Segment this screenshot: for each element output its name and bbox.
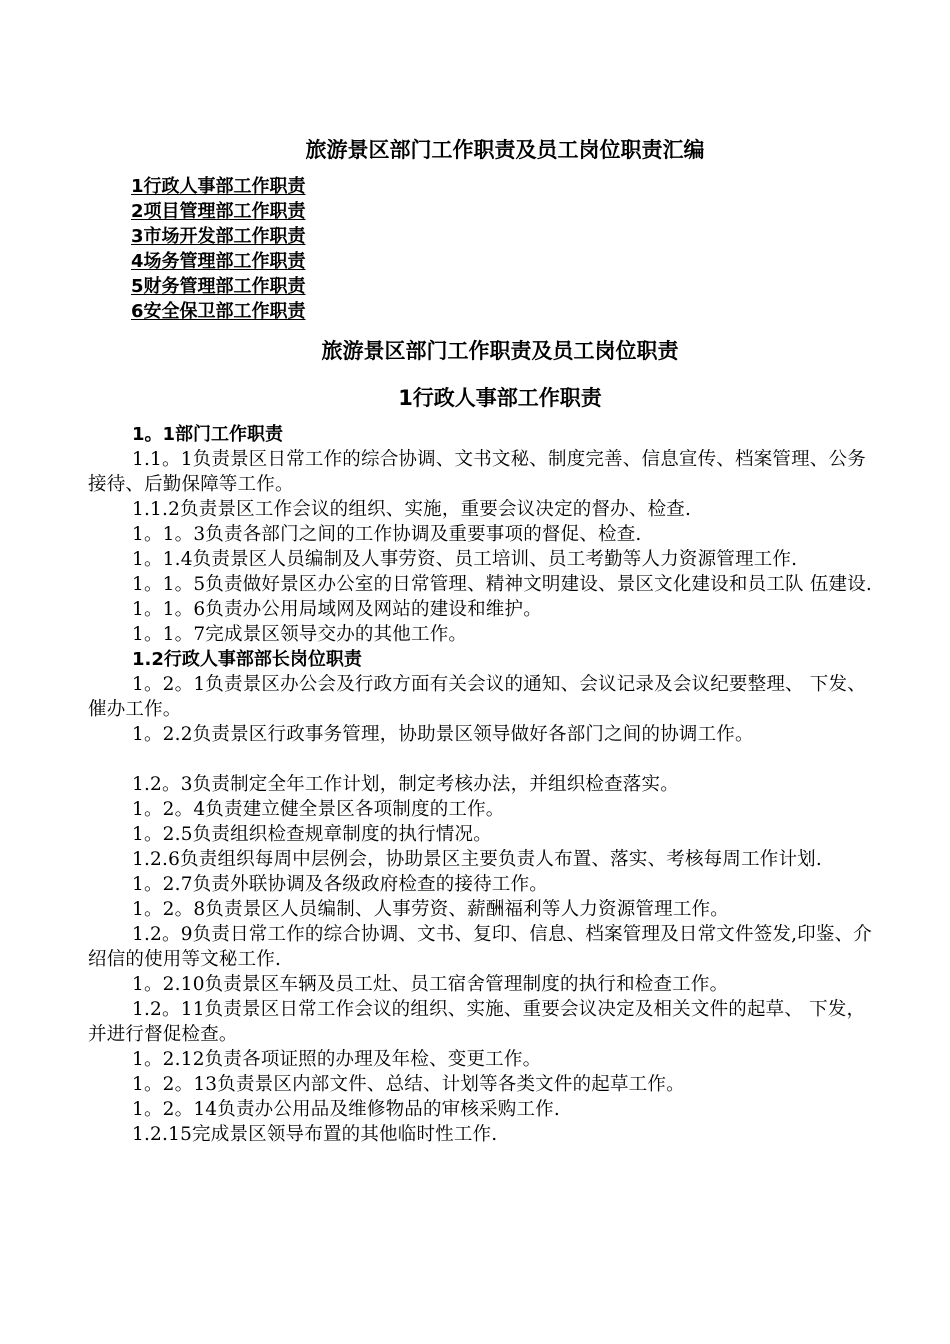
duty-paragraph: 1。2。1负责景区办公会及行政方面有关会议的通知、会议记录及会议纪要整理、 下发、催办工作。 [88, 674, 866, 720]
toc-link[interactable]: 5财务管理部工作职责 [131, 276, 306, 297]
toc-link[interactable]: 1行政人事部工作职责 [131, 176, 306, 197]
subsection-heading: 1。1部门工作职责 [132, 424, 284, 445]
toc-item[interactable] [131, 199, 306, 224]
duty-paragraph: 1.1.2负责景区工作会议的组织、实施，重要会议决定的督办、检查. [132, 499, 692, 520]
toc-link[interactable]: 2项目管理部工作职责 [131, 201, 306, 222]
duty-paragraph: 1。2.10负责景区车辆及员工灶、员工宿舍管理制度的执行和检查工作。 [132, 974, 729, 995]
subsection-heading: 1.2行政人事部部长岗位职责 [132, 649, 362, 670]
duty-paragraph: 1。2.7负责外联协调及各级政府检查的接待工作。 [132, 874, 548, 895]
duty-paragraph: 1.2.15完成景区领导布置的其他临时性工作. [132, 1124, 498, 1145]
duty-paragraph: 1。2。14负责办公用品及维修物品的审核采购工作. [132, 1099, 560, 1120]
duty-paragraph: 1。1.4负责景区人员编制及人事劳资、员工培训、员工考勤等人力资源管理工作. [132, 549, 798, 570]
duty-paragraph: 1。1。3负责各部门之间的工作协调及重要事项的督促、检查. [132, 524, 642, 545]
document-body [88, 422, 878, 1147]
duty-paragraph: 1.2。3负责制定全年工作计划，制定考核办法，并组织检查落实。 [132, 774, 679, 795]
duty-paragraph: 1。1。5负责做好景区办公室的日常管理、精神文明建设、景区文化建设和员工队 伍建设. [132, 574, 872, 595]
duty-paragraph: 1。1。7完成景区领导交办的其他工作。 [132, 624, 468, 645]
toc-item[interactable] [131, 299, 306, 324]
duty-paragraph: 1.2.6负责组织每周中层例会，协助景区主要负责人布置、落实、考核每周工作计划. [132, 849, 822, 870]
duty-paragraph: 1。1。6负责办公用局域网及网站的建设和维护。 [132, 599, 542, 620]
toc-link[interactable]: 6安全保卫部工作职责 [131, 301, 306, 322]
blank-line [88, 747, 878, 772]
toc-item[interactable] [131, 249, 306, 274]
toc-link[interactable]: 3市场开发部工作职责 [131, 226, 306, 247]
duty-paragraph: 1。2。8负责景区人员编制、人事劳资、薪酬福利等人力资源管理工作。 [132, 899, 729, 920]
duty-paragraph: 1.2。11负责景区日常工作会议的组织、实施、重要会议决定及相关文件的起草、 下发，并进行督促检查。 [88, 999, 866, 1045]
section-title: 旅游景区部门工作职责及员工岗位职责 [321, 339, 679, 363]
duty-paragraph: 1。2.5负责组织检查规章制度的执行情况。 [132, 824, 492, 845]
duty-paragraph: 1.2。9负责日常工作的综合协调、文书、复印、信息、档案管理及日常文件签发,印鉴、介绍信的使用等文秘工作. [88, 924, 872, 970]
document-title: 旅游景区部门工作职责及员工岗位职责汇编 [305, 138, 705, 162]
toc-item[interactable] [131, 274, 306, 299]
duty-paragraph: 1。2.12负责各项证照的办理及年检、变更工作。 [132, 1049, 542, 1070]
toc-link[interactable]: 4场务管理部工作职责 [131, 251, 306, 272]
toc-item[interactable] [131, 174, 306, 199]
chapter-title: 1行政人事部工作职责 [398, 386, 602, 410]
table-of-contents [131, 174, 306, 324]
duty-paragraph: 1。2。13负责景区内部文件、总结、计划等各类文件的起草工作。 [132, 1074, 685, 1095]
duty-paragraph: 1.1。1负责景区日常工作的综合协调、文书文秘、制度完善、信息宣传、档案管理、公务接待、后勤保障等工作。 [88, 449, 866, 495]
toc-item[interactable] [131, 224, 306, 249]
duty-paragraph: 1。2。4负责建立健全景区各项制度的工作。 [132, 799, 505, 820]
duty-paragraph: 1。2.2负责景区行政事务管理，协助景区领导做好各部门之间的协调工作。 [132, 724, 754, 745]
